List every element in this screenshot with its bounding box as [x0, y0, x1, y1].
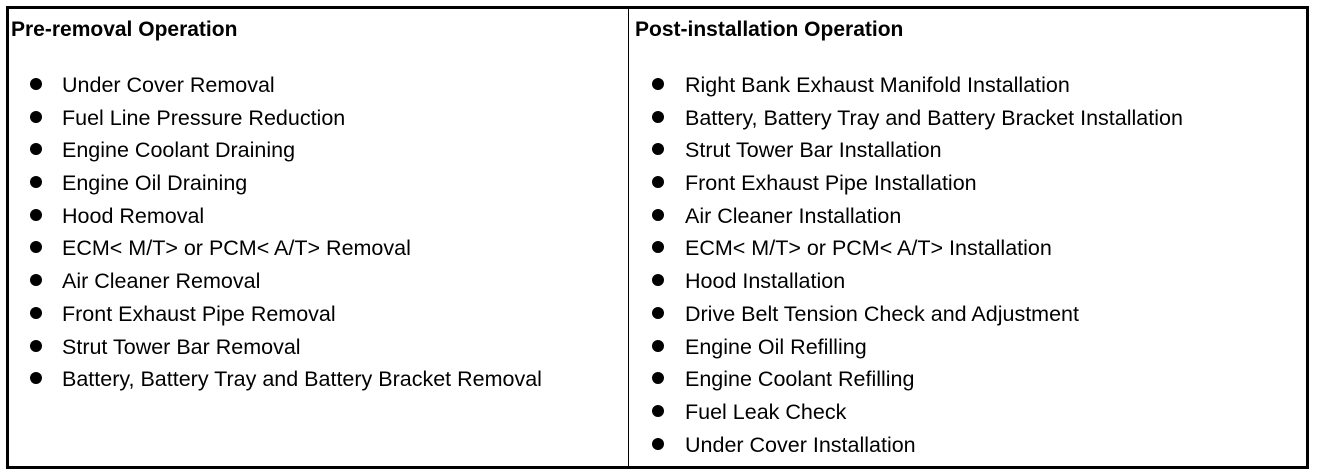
bullet-icon: [652, 209, 664, 221]
pre-removal-column: [9, 9, 628, 466]
list-item-label: ECM< M/T> or PCM< A/T> Removal: [62, 236, 411, 261]
list-item-label: Engine Coolant Refilling: [685, 367, 915, 392]
list-item-label: Strut Tower Bar Removal: [62, 334, 301, 359]
bullet-icon: [30, 241, 42, 253]
list-item-label: Strut Tower Bar Installation: [685, 138, 942, 163]
bullet-icon: [652, 405, 664, 417]
list-item-label: Under Cover Installation: [685, 432, 916, 457]
operations-table: [6, 6, 1309, 469]
bullet-icon: [30, 340, 42, 352]
post-installation-heading: Post-installation Operation: [635, 18, 904, 41]
list-item-label: Fuel Line Pressure Reduction: [62, 105, 346, 130]
list-item-label: Battery, Battery Tray and Battery Bracket Installation: [685, 105, 1183, 130]
list-item-label: Engine Oil Refilling: [685, 334, 867, 359]
bullet-icon: [30, 176, 42, 188]
bullet-icon: [30, 274, 42, 286]
bullet-icon: [652, 372, 664, 384]
bullet-icon: [30, 307, 42, 319]
list-item-label: Hood Removal: [62, 203, 205, 228]
bullet-icon: [652, 111, 664, 123]
bullet-icon: [30, 111, 42, 123]
list-item-label: Engine Coolant Draining: [62, 138, 296, 163]
list-item-label: Battery, Battery Tray and Battery Bracket Removal: [62, 367, 542, 392]
bullet-icon: [652, 78, 664, 90]
list-item-label: Drive Belt Tension Check and Adjustment: [685, 301, 1079, 326]
list-item-label: Engine Oil Draining: [62, 171, 248, 196]
post-installation-column: [629, 9, 1306, 466]
bullet-icon: [30, 372, 42, 384]
list-item-label: ECM< M/T> or PCM< A/T> Installation: [685, 236, 1052, 261]
list-item-label: Air Cleaner Installation: [685, 203, 902, 228]
list-item-label: Air Cleaner Removal: [62, 269, 261, 294]
bullet-icon: [652, 176, 664, 188]
bullet-icon: [652, 438, 664, 450]
list-item-label: Fuel Leak Check: [685, 399, 847, 424]
bullet-icon: [652, 307, 664, 319]
bullet-icon: [652, 340, 664, 352]
pre-removal-heading: Pre-removal Operation: [11, 18, 238, 41]
bullet-icon: [30, 143, 42, 155]
list-item-label: Under Cover Removal: [62, 73, 275, 97]
list-item-label: Front Exhaust Pipe Installation: [685, 171, 977, 196]
bullet-icon: [652, 241, 664, 253]
bullet-icon: [30, 209, 42, 221]
bullet-icon: [652, 143, 664, 155]
list-item-label: Hood Installation: [685, 269, 846, 294]
bullet-icon: [652, 274, 664, 286]
list-item-label: Front Exhaust Pipe Removal: [62, 301, 336, 326]
list-item-label: Right Bank Exhaust Manifold Installation: [685, 73, 1070, 97]
bullet-icon: [30, 78, 42, 90]
